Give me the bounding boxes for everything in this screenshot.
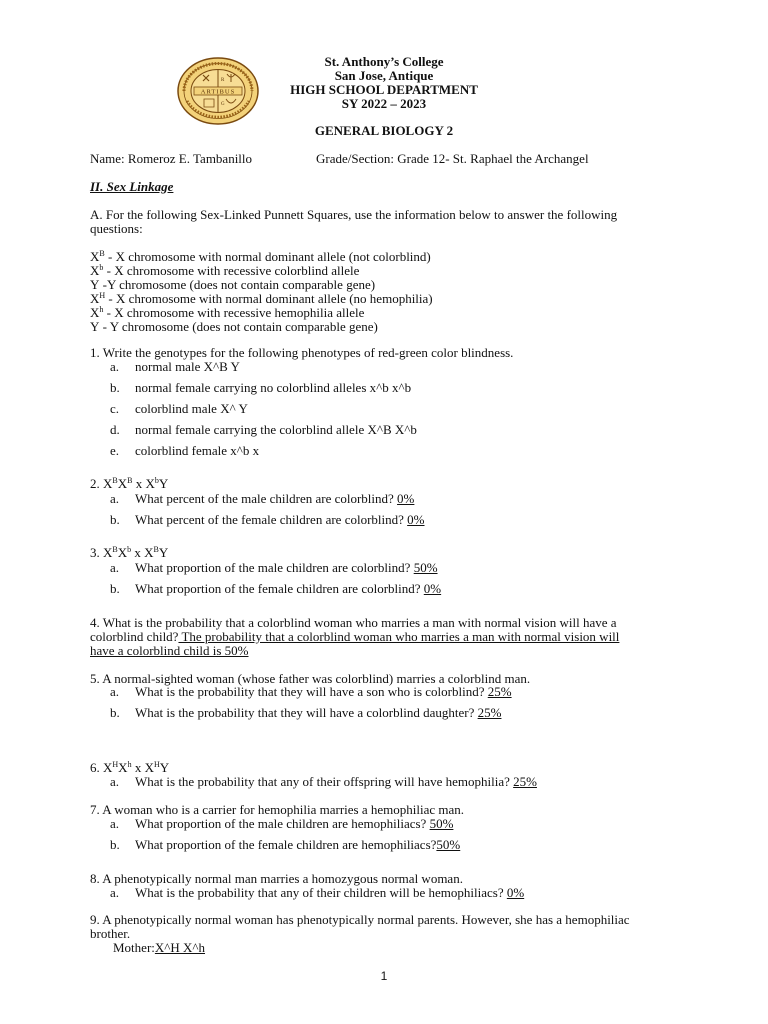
list-item: b. What proportion of the female children are colorblind? 0% [110,581,442,596]
list-item: a. What proportion of the male children are colorblind? 50% [110,560,438,575]
list-item: c. colorblind male X^ Y [110,401,248,416]
question-4: 4. What is the probability that a colorblind woman who marries a man with normal vision will have a [90,615,617,630]
legend-item: $X^B$ - X chromosome with normal dominant allele (not colorblind) [90,249,431,264]
svg-text:R: R [221,78,225,83]
list-item: a. What proportion of the male children are hemophiliacs? 50% [110,816,454,831]
list-item: a. What percent of the male children are colorblind? 0% [110,491,415,506]
list-item: a. normal male X^B Y [110,359,240,374]
school-year: SY 2022 – 2023 [341,96,427,111]
question-1: 1. Write the genotypes for the following phenotypes of red-green color blindness. [90,345,514,360]
student-name: Name: Romeroz E. Tambanillo [90,151,253,166]
answer: 0% [423,581,442,596]
mother-genotype: Mother:X^H X^h [113,940,206,955]
legend-item: $X^h$ - X chromosome with recessive hemophilia allele [90,305,365,320]
intro-line-1: A. For the following Sex-Linked Punnett Squares, use the information below to answer the following [90,207,618,222]
answer: 50% [413,560,438,575]
list-item: a. What is the probability that any of their children will be hemophiliacs? 0% [110,885,525,900]
answer: 0% [397,491,415,506]
page-number: 1 [380,969,388,983]
svg-text:G: G [221,102,225,107]
question-8: 8. A phenotypically normal man marries a homozygous normal woman. [90,871,463,886]
question-3-cross: 3. $X^BX^b$ x $X^BY$ [90,545,169,560]
answer: 0% [407,512,425,527]
question-9: 9. A phenotypically normal woman has phenotypically normal parents. However, she has a hemophiliac [90,912,630,927]
subject-title: GENERAL BIOLOGY 2 [314,123,454,138]
answer: 25% [477,705,502,720]
list-item: b. What percent of the female children are colorblind? 0% [110,512,425,527]
question-9-line-2: brother. [90,926,131,941]
list-item: a. What is the probability that any of their offspring will have hemophilia? 25% [110,774,537,789]
intro-line-2: questions: [90,221,143,236]
svg-text:ARTIBUS: ARTIBUS [200,88,236,96]
legend-item: Y - Y chromosome (does not contain comparable gene) [90,319,378,334]
question-2-cross: 2. $X^BX^B$ x $X^bY$ [90,476,169,491]
question-4-line-2: colorblind child? The probability that a colorblind woman who marries a man with normal vision will [90,629,620,644]
answer: X^H X^h [154,940,206,955]
school-name: St. Anthony’s College [324,54,444,69]
answer: 25% [487,684,512,699]
grade-section: Grade/Section: Grade 12- St. Raphael the Archangel [316,151,589,166]
school-location: San Jose, Antique [334,68,434,83]
answer: 50% [429,816,454,831]
list-item: b. normal female carrying no colorblind alleles x^b x^b [110,380,412,395]
list-item: e. colorblind female x^b x [110,443,260,458]
list-item: d. normal female carrying the colorblind allele X^B X^b [110,422,417,437]
answer: have a colorblind child is 50% [90,643,249,658]
legend-item: $X^H$ - X chromosome with normal dominant allele (no hemophilia) [90,291,433,306]
answer: The probability that a colorblind woman who marries a man with normal vision will [178,629,620,644]
answer: 0% [506,885,525,900]
list-item: b. What is the probability that they will have a colorblind daughter? 25% [110,705,502,720]
legend-item: Y -Y chromosome (does not contain comparable gene) [90,277,376,292]
list-item: a. What is the probability that they will have a son who is colorblind? 25% [110,684,512,699]
legend-item: $X^b$ - X chromosome with recessive colorblind allele [90,263,360,278]
question-7: 7. A woman who is a carrier for hemophilia marries a hemophiliac man. [90,802,464,817]
question-6-cross: 6. $X^HX^h$ x $X^HY$ [90,760,170,775]
list-item: b. What proportion of the female children are hemophiliacs?50% [110,837,461,852]
question-5: 5. A normal-sighted woman (whose father was colorblind) marries a colorblind man. [90,671,531,686]
answer: 50% [436,837,461,852]
answer: 25% [513,774,537,789]
department: HIGH SCHOOL DEPARTMENT [290,82,478,97]
section-title: II. Sex Linkage [90,179,174,194]
